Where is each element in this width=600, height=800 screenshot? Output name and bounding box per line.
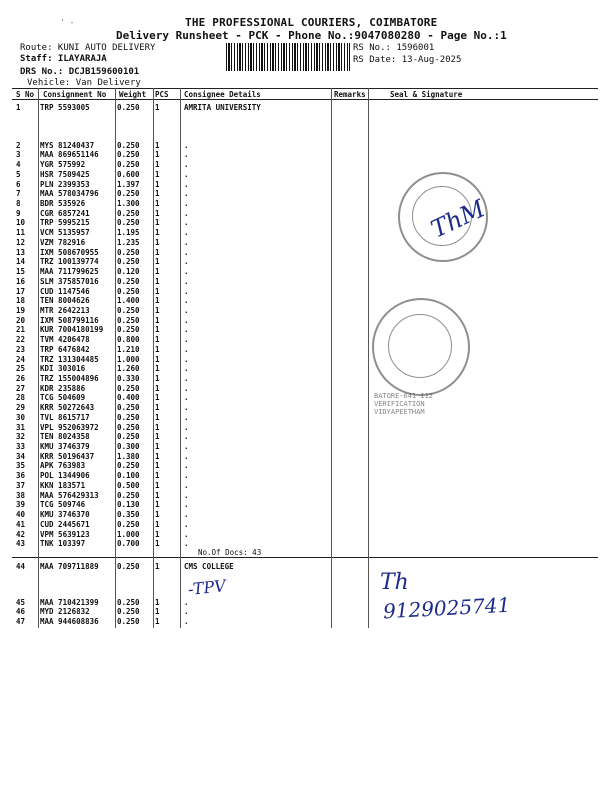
row-details: . bbox=[184, 442, 189, 452]
row-details: . bbox=[184, 461, 189, 471]
row-weight: 1.397 bbox=[117, 179, 140, 189]
col-header-pcs: PCS bbox=[155, 90, 169, 99]
row-pcs: 1 bbox=[155, 490, 160, 500]
table-header-rule bbox=[12, 99, 598, 100]
row-details: . bbox=[184, 500, 189, 510]
row-consignment: HSR 7509425 bbox=[40, 169, 90, 179]
row-pcs: 1 bbox=[155, 179, 160, 189]
row-weight: 1.380 bbox=[117, 451, 140, 461]
row-details: . bbox=[184, 519, 189, 529]
row-consignment: MAA 869651146 bbox=[40, 150, 99, 160]
row-weight: 0.250 bbox=[117, 150, 140, 160]
seal-stamp-2-text: BATORE-641 112 VERIFICATION VIDYAPEETHAM bbox=[374, 392, 434, 416]
row-pcs: 1 bbox=[155, 150, 160, 160]
row-sno: 39 bbox=[16, 500, 26, 510]
row-consignment: MTR 2642213 bbox=[40, 305, 90, 315]
row-weight: 0.250 bbox=[117, 189, 140, 199]
row-sno: 40 bbox=[16, 510, 26, 520]
row-consignment: TRZ 155004896 bbox=[40, 374, 99, 383]
row-pcs: 1 bbox=[155, 412, 160, 422]
row-consignment: IXM 508799116 bbox=[40, 315, 99, 325]
row-weight: 0.250 bbox=[117, 617, 140, 627]
row-details: . bbox=[184, 335, 189, 345]
col-divider bbox=[180, 88, 181, 628]
row-pcs: 1 bbox=[155, 539, 160, 549]
row-pcs: 1 bbox=[155, 393, 160, 403]
row-weight: 0.120 bbox=[117, 267, 140, 277]
row-weight: 0.330 bbox=[117, 374, 140, 383]
row-consignment: KMU 3746370 bbox=[40, 510, 90, 520]
row-consignment: APK 763983 bbox=[40, 461, 86, 471]
row-details: . bbox=[184, 169, 189, 179]
col-header-seal: Seal & Signature bbox=[390, 90, 463, 99]
row-consignment: TRZ 131304485 bbox=[40, 354, 99, 364]
row-weight: 1.000 bbox=[117, 529, 140, 539]
row-weight: 0.250 bbox=[117, 160, 140, 170]
row-pcs: 1 bbox=[155, 237, 160, 247]
row-details: . bbox=[184, 208, 189, 218]
row-weight: 1.300 bbox=[117, 199, 140, 209]
row-details: . bbox=[184, 237, 189, 247]
row-weight: 0.400 bbox=[117, 393, 140, 403]
row-consignment: MAA 944608836 bbox=[40, 617, 99, 627]
barcode bbox=[226, 43, 350, 71]
row-weight: 0.130 bbox=[117, 500, 140, 510]
row-consignment: MYD 2126832 bbox=[40, 607, 90, 617]
row-weight: 1.210 bbox=[117, 344, 140, 354]
row-sno: 33 bbox=[16, 442, 26, 452]
row-pcs: 1 bbox=[155, 597, 160, 607]
row-weight: 0.600 bbox=[117, 169, 140, 179]
signature-1: ThM bbox=[426, 194, 490, 244]
row-pcs: 1 bbox=[155, 286, 160, 296]
row-details: . bbox=[184, 218, 189, 228]
row-consignment: VPL 952063972 bbox=[40, 422, 99, 432]
row-weight: 0.250 bbox=[117, 432, 140, 442]
row-pcs: 1 bbox=[155, 374, 160, 383]
row-details: . bbox=[184, 257, 189, 267]
row-consignment: YGR 575992 bbox=[40, 160, 86, 170]
row-consignment: VCM 5135957 bbox=[40, 228, 90, 238]
row-weight: 0.250 bbox=[117, 383, 140, 393]
row-sno: 11 bbox=[16, 228, 26, 238]
row-sno: 9 bbox=[16, 208, 21, 218]
row-weight: 0.250 bbox=[117, 103, 140, 112]
row-consignment: TEN 8024358 bbox=[40, 432, 90, 442]
row-weight: 0.250 bbox=[117, 519, 140, 529]
row-sno: 28 bbox=[16, 393, 26, 403]
row-sno: 21 bbox=[16, 325, 26, 335]
row-pcs: 1 bbox=[155, 510, 160, 520]
row-consignment: MAA 711799625 bbox=[40, 267, 99, 277]
row-consignment: TVM 4206478 bbox=[40, 335, 90, 345]
group-divider bbox=[12, 557, 598, 558]
row-consignment: TRP 5593005 bbox=[40, 103, 90, 112]
row-consignment: MAA 709711889 bbox=[40, 562, 99, 571]
row-pcs: 1 bbox=[155, 422, 160, 432]
row-consignment: CUD 1147546 bbox=[40, 286, 90, 296]
row-details: . bbox=[184, 490, 189, 500]
row-sno: 30 bbox=[16, 412, 26, 422]
rs-no-label: RS No.: 1596001 bbox=[353, 43, 435, 53]
row-pcs: 1 bbox=[155, 169, 160, 179]
row-details: CMS COLLEGE bbox=[184, 562, 234, 571]
row-consignment: KUR 7004180199 bbox=[40, 325, 104, 335]
col-divider bbox=[115, 88, 116, 628]
row-pcs: 1 bbox=[155, 432, 160, 442]
row-consignment: KRR 50272643 bbox=[40, 403, 95, 413]
row-weight: 1.400 bbox=[117, 296, 140, 306]
row-details: . bbox=[184, 364, 189, 374]
row-sno: 44 bbox=[16, 562, 26, 571]
row-pcs: 1 bbox=[155, 403, 160, 413]
row-weight: 0.250 bbox=[117, 412, 140, 422]
signature-group2-1: -TPV bbox=[187, 576, 227, 599]
row-weight: 0.350 bbox=[117, 510, 140, 520]
row-pcs: 1 bbox=[155, 471, 160, 481]
row-weight: 0.250 bbox=[117, 276, 140, 286]
row-pcs: 1 bbox=[155, 257, 160, 267]
row-consignment: MAA 578034796 bbox=[40, 189, 99, 199]
row-sno: 43 bbox=[16, 539, 26, 549]
drs-label: DRS No.: DCJB159600101 bbox=[20, 67, 140, 77]
row-pcs: 1 bbox=[155, 451, 160, 461]
row-consignment: TVL 8615717 bbox=[40, 412, 90, 422]
row-consignment: BDR 535926 bbox=[40, 199, 86, 209]
row-pcs: 1 bbox=[155, 461, 160, 471]
row-details: . bbox=[184, 617, 189, 627]
row-pcs: 1 bbox=[155, 199, 160, 209]
row-consignment: KDI 303016 bbox=[40, 364, 86, 374]
row-consignment: MYS 81240437 bbox=[40, 140, 95, 150]
row-consignment: TRZ 100139774 bbox=[40, 257, 99, 267]
row-pcs: 1 bbox=[155, 519, 160, 529]
row-consignment: CGR 6857241 bbox=[40, 208, 90, 218]
row-details: AMRITA UNIVERSITY bbox=[184, 103, 261, 112]
row-pcs: 1 bbox=[155, 354, 160, 364]
row-pcs: 1 bbox=[155, 500, 160, 510]
row-sno: 24 bbox=[16, 354, 26, 364]
col-divider bbox=[331, 88, 332, 628]
row-details: . bbox=[184, 451, 189, 461]
row-sno: 27 bbox=[16, 383, 26, 393]
row-weight: 1.195 bbox=[117, 228, 140, 238]
row-pcs: 1 bbox=[155, 208, 160, 218]
row-sno: 46 bbox=[16, 607, 26, 617]
row-pcs: 1 bbox=[155, 480, 160, 490]
row-consignment: VPM 5639123 bbox=[40, 529, 90, 539]
row-weight: 0.250 bbox=[117, 422, 140, 432]
row-sno: 36 bbox=[16, 471, 26, 481]
row-details: . bbox=[184, 374, 189, 383]
row-weight: 0.250 bbox=[117, 597, 140, 607]
row-sno: 12 bbox=[16, 237, 26, 247]
row-pcs: 1 bbox=[155, 247, 160, 257]
row-pcs: 1 bbox=[155, 383, 160, 393]
row-sno: 1 bbox=[16, 103, 21, 112]
row-sno: 34 bbox=[16, 451, 26, 461]
row-consignment: KMU 3746379 bbox=[40, 442, 90, 452]
row-weight: 0.250 bbox=[117, 257, 140, 267]
row-consignment: TRP 6476842 bbox=[40, 344, 90, 354]
route-label: Route: KUNI AUTO DELIVERY bbox=[20, 43, 156, 53]
row-weight: 0.250 bbox=[117, 218, 140, 228]
row-sno: 10 bbox=[16, 218, 26, 228]
page-subtitle: Delivery Runsheet - PCK - Phone No.:9047080280 - Page No.:1 bbox=[116, 29, 507, 42]
row-weight: 0.250 bbox=[117, 140, 140, 150]
col-header-remarks: Remarks bbox=[334, 90, 366, 99]
row-weight: 0.700 bbox=[117, 539, 140, 549]
row-consignment: TCG 504609 bbox=[40, 393, 86, 403]
row-weight: 0.250 bbox=[117, 403, 140, 413]
row-sno: 2 bbox=[16, 140, 21, 150]
row-pcs: 1 bbox=[155, 305, 160, 315]
row-sno: 31 bbox=[16, 422, 26, 432]
row-pcs: 1 bbox=[155, 344, 160, 354]
row-details: . bbox=[184, 276, 189, 286]
row-sno: 13 bbox=[16, 247, 26, 257]
row-sno: 29 bbox=[16, 403, 26, 413]
row-pcs: 1 bbox=[155, 103, 160, 112]
row-details: . bbox=[184, 189, 189, 199]
row-pcs: 1 bbox=[155, 335, 160, 345]
row-sno: 22 bbox=[16, 335, 26, 345]
row-details: . bbox=[184, 140, 189, 150]
row-details: . bbox=[184, 228, 189, 238]
row-details: . bbox=[184, 383, 189, 393]
row-sno: 7 bbox=[16, 189, 21, 199]
row-details: . bbox=[184, 539, 189, 549]
row-details: . bbox=[184, 422, 189, 432]
row-pcs: 1 bbox=[155, 140, 160, 150]
row-pcs: 1 bbox=[155, 228, 160, 238]
row-details: . bbox=[184, 471, 189, 481]
row-details: . bbox=[184, 529, 189, 539]
row-sno: 16 bbox=[16, 276, 26, 286]
row-sno: 45 bbox=[16, 597, 26, 607]
row-consignment: MAA 576429313 bbox=[40, 490, 99, 500]
row-consignment: KKN 183571 bbox=[40, 480, 86, 490]
table-top-rule bbox=[12, 88, 598, 89]
row-weight: 0.250 bbox=[117, 286, 140, 296]
row-weight: 1.260 bbox=[117, 364, 140, 374]
row-details: . bbox=[184, 354, 189, 364]
row-pcs: 1 bbox=[155, 267, 160, 277]
row-sno: 32 bbox=[16, 432, 26, 442]
row-pcs: 1 bbox=[155, 276, 160, 286]
row-weight: 0.250 bbox=[117, 461, 140, 471]
row-consignment: TCG 509746 bbox=[40, 500, 86, 510]
row-consignment: SLM 375857016 bbox=[40, 276, 99, 286]
row-consignment: TRP 5995215 bbox=[40, 218, 90, 228]
row-pcs: 1 bbox=[155, 315, 160, 325]
row-pcs: 1 bbox=[155, 607, 160, 617]
row-consignment: KRR 50196437 bbox=[40, 451, 95, 461]
signature-group2-2: Th bbox=[380, 570, 409, 595]
row-consignment: KDR 235886 bbox=[40, 383, 86, 393]
row-weight: 0.250 bbox=[117, 562, 140, 571]
row-sno: 38 bbox=[16, 490, 26, 500]
seal-stamp-2-inner bbox=[388, 314, 452, 378]
col-header-weight: Weight bbox=[119, 90, 147, 99]
row-details: . bbox=[184, 403, 189, 413]
vehicle-label: Vehicle: Van Delivery bbox=[27, 78, 141, 88]
row-sno: 26 bbox=[16, 374, 26, 383]
signature-phone: 9129025741 bbox=[382, 592, 511, 624]
row-pcs: 1 bbox=[155, 160, 160, 170]
row-weight: 0.250 bbox=[117, 325, 140, 335]
row-sno: 5 bbox=[16, 169, 21, 179]
row-sno: 37 bbox=[16, 480, 26, 490]
col-header-details: Consignee Details bbox=[184, 90, 261, 99]
row-consignment: VZM 782916 bbox=[40, 237, 86, 247]
row-details: . bbox=[184, 150, 189, 160]
row-sno: 6 bbox=[16, 179, 21, 189]
row-details: . bbox=[184, 510, 189, 520]
row-sno: 8 bbox=[16, 199, 21, 209]
row-sno: 17 bbox=[16, 286, 26, 296]
row-details: . bbox=[184, 344, 189, 354]
row-pcs: 1 bbox=[155, 364, 160, 374]
row-weight: 0.100 bbox=[117, 471, 140, 481]
row-details: . bbox=[184, 160, 189, 170]
row-pcs: 1 bbox=[155, 296, 160, 306]
row-pcs: 1 bbox=[155, 529, 160, 539]
row-consignment: POL 1344906 bbox=[40, 471, 90, 481]
row-details: . bbox=[184, 597, 189, 607]
col-divider bbox=[153, 88, 154, 628]
col-divider bbox=[368, 88, 369, 628]
staff-label: Staff: ILAYARAJA bbox=[20, 54, 107, 64]
row-pcs: 1 bbox=[155, 189, 160, 199]
row-consignment: TEN 8004626 bbox=[40, 296, 90, 306]
row-sno: 42 bbox=[16, 529, 26, 539]
row-sno: 23 bbox=[16, 344, 26, 354]
row-details: . bbox=[184, 247, 189, 257]
row-details: . bbox=[184, 315, 189, 325]
page-title: THE PROFESSIONAL COURIERS, COIMBATORE bbox=[185, 16, 438, 29]
row-sno: 19 bbox=[16, 305, 26, 315]
row-weight: 0.500 bbox=[117, 480, 140, 490]
row-weight: 0.250 bbox=[117, 607, 140, 617]
row-sno: 15 bbox=[16, 267, 26, 277]
row-consignment: IXM 508670955 bbox=[40, 247, 99, 257]
row-sno: 47 bbox=[16, 617, 26, 627]
row-sno: 25 bbox=[16, 364, 26, 374]
row-weight: 0.250 bbox=[117, 490, 140, 500]
row-weight: 1.000 bbox=[117, 354, 140, 364]
row-weight: 1.235 bbox=[117, 237, 140, 247]
row-details: . bbox=[184, 432, 189, 442]
row-pcs: 1 bbox=[155, 617, 160, 627]
row-weight: 0.300 bbox=[117, 442, 140, 452]
scan-mark: ' ‐ bbox=[60, 18, 75, 27]
no-of-docs: No.Of Docs: 43 bbox=[198, 548, 262, 557]
row-consignment: TNK 103397 bbox=[40, 539, 86, 549]
row-details: . bbox=[184, 393, 189, 403]
row-weight: 0.250 bbox=[117, 208, 140, 218]
row-details: . bbox=[184, 179, 189, 189]
row-details: . bbox=[184, 325, 189, 335]
row-sno: 41 bbox=[16, 519, 26, 529]
row-details: . bbox=[184, 480, 189, 490]
row-pcs: 1 bbox=[155, 442, 160, 452]
row-weight: 0.250 bbox=[117, 315, 140, 325]
row-consignment: MAA 710421399 bbox=[40, 597, 99, 607]
row-details: . bbox=[184, 607, 189, 617]
row-weight: 0.250 bbox=[117, 247, 140, 257]
row-weight: 0.800 bbox=[117, 335, 140, 345]
row-sno: 35 bbox=[16, 461, 26, 471]
row-sno: 14 bbox=[16, 257, 26, 267]
row-details: . bbox=[184, 412, 189, 422]
row-sno: 4 bbox=[16, 160, 21, 170]
row-pcs: 1 bbox=[155, 562, 160, 571]
row-pcs: 1 bbox=[155, 218, 160, 228]
col-header-sno: S No bbox=[16, 90, 35, 99]
row-pcs: 1 bbox=[155, 325, 160, 335]
row-sno: 3 bbox=[16, 150, 21, 160]
row-details: . bbox=[184, 267, 189, 277]
col-header-consignment: Consignment No bbox=[43, 90, 107, 99]
row-details: . bbox=[184, 199, 189, 209]
row-details: . bbox=[184, 305, 189, 315]
row-consignment: CUD 2445671 bbox=[40, 519, 90, 529]
rs-date-label: RS Date: 13-Aug-2025 bbox=[353, 55, 462, 65]
row-sno: 20 bbox=[16, 315, 26, 325]
col-divider bbox=[38, 88, 39, 628]
row-sno: 18 bbox=[16, 296, 26, 306]
row-weight: 0.250 bbox=[117, 305, 140, 315]
row-details: . bbox=[184, 296, 189, 306]
row-details: . bbox=[184, 286, 189, 296]
row-consignment: PLN 2399353 bbox=[40, 179, 90, 189]
